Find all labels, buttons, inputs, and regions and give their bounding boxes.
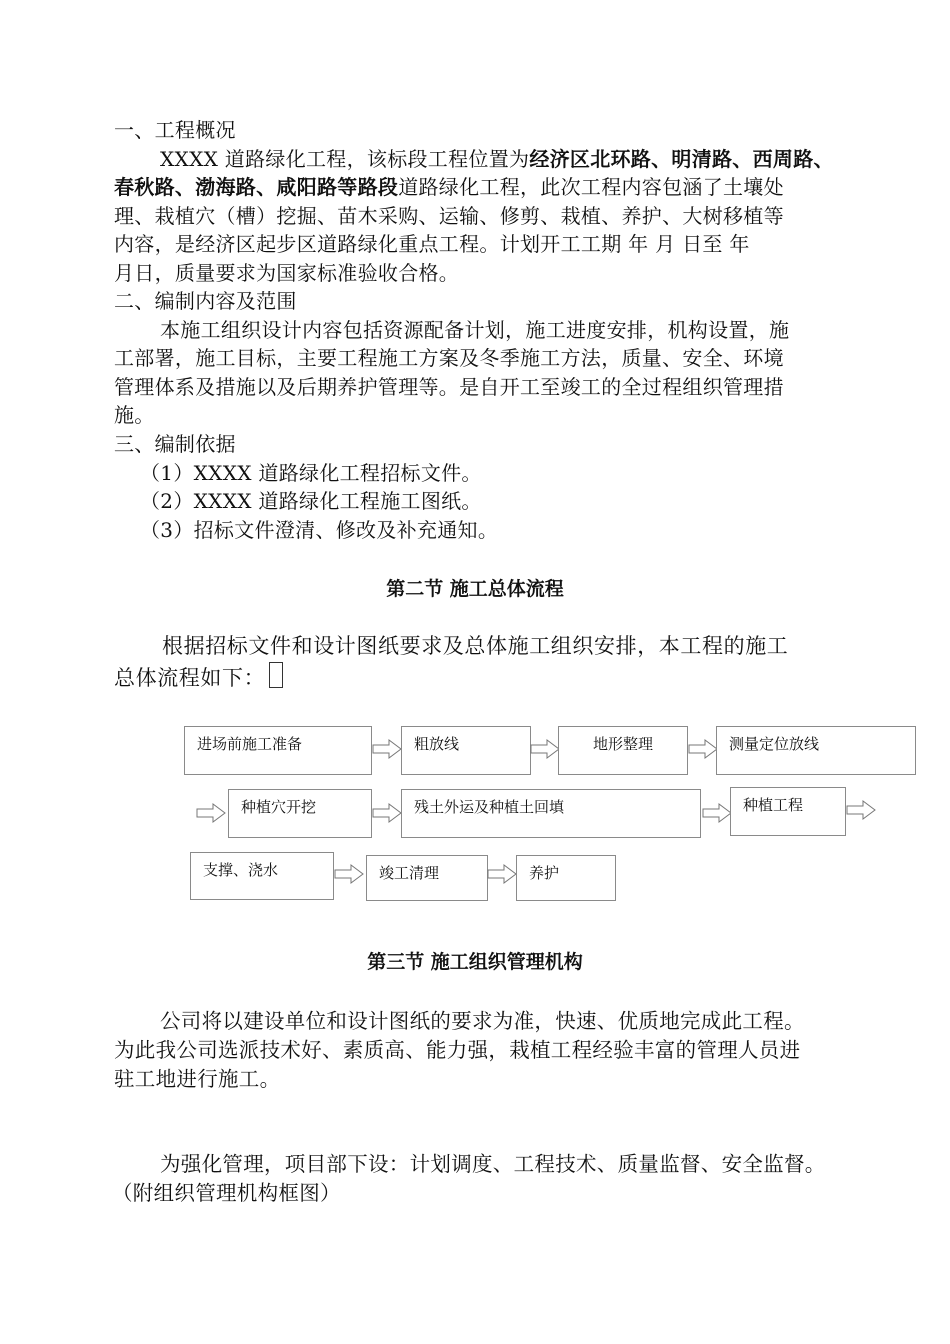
placeholder-glyph-icon xyxy=(269,662,283,688)
section-2-line-3: 管理体系及措施以及后期养护管理等。是自开工至竣工的全过程组织管理措 xyxy=(114,375,784,399)
flow-arrow-icon xyxy=(372,803,402,823)
basis-item-2: （2）XXXX 道路绿化工程施工图纸。 xyxy=(140,489,482,513)
flow-arrow-icon xyxy=(530,739,560,759)
part-3-para-1-line-1: 公司将以建设单位和设计图纸的要求为准，快速、优质地完成此工程。 xyxy=(160,1009,805,1033)
flow-arrow-icon xyxy=(702,803,732,823)
part-3-para-2-line-1: 为强化管理，项目部下设：计划调度、工程技术、质量监督、安全监督。 xyxy=(160,1152,826,1176)
flow-step-maintenance: 养护 xyxy=(516,855,616,901)
basis-item-3: （3）招标文件澄清、修改及补充通知。 xyxy=(140,518,499,542)
basis-item-1: （1）XXXX 道路绿化工程招标文件。 xyxy=(140,461,482,485)
flow-arrow-icon xyxy=(688,739,718,759)
part-3-para-1-line-3: 驻工地进行施工。 xyxy=(114,1067,281,1091)
flow-step-grading: 地形整理 xyxy=(558,726,688,775)
section-1-heading: 一、工程概况 xyxy=(114,118,236,142)
section-1-line-2: 春秋路、渤海路、咸阳路等路段道路绿化工程，此次工程内容包涵了土壤处 xyxy=(114,175,784,199)
flow-step-planting: 种植工程 xyxy=(730,787,846,836)
part-2-line-2: 总体流程如下： xyxy=(114,662,283,693)
section-2-line-4: 施。 xyxy=(114,403,155,427)
flow-step-support: 支撑、浇水 xyxy=(190,852,334,900)
section-1-line-3: 理、栽植穴（槽）挖掘、苗木采购、运输、修剪、栽植、养护、大树移植等 xyxy=(114,204,784,228)
part-3-para-2-line-2: （附组织管理机构框图） xyxy=(112,1181,341,1205)
section-1-line-5: 月日，质量要求为国家标准验收合格。 xyxy=(114,261,460,285)
flow-arrow-icon xyxy=(846,800,876,820)
section-2-line-2: 工部署，施工目标，主要工程施工方案及冬季施工方法，质量、安全、环境 xyxy=(114,346,784,370)
part-3-para-1-line-2: 为此我公司选派技术好、素质高、能力强，栽植工程经验丰富的管理人员进 xyxy=(114,1038,801,1062)
part-2-title: 第二节 施工总体流程 xyxy=(386,578,564,600)
flow-step-prep: 进场前施工准备 xyxy=(184,726,372,775)
flow-step-cleanup: 竣工清理 xyxy=(366,855,488,901)
flow-arrow-icon xyxy=(487,864,517,884)
part-2-line-1: 根据招标文件和设计图纸要求及总体施工组织安排，本工程的施工 xyxy=(162,634,789,658)
flow-step-rough-line: 粗放线 xyxy=(401,726,531,775)
section-2-line-1: 本施工组织设计内容包括资源配备计划，施工进度安排，机构设置，施 xyxy=(160,318,790,342)
flow-step-soil: 残土外运及种植土回填 xyxy=(401,789,701,838)
flow-arrow-icon xyxy=(196,803,226,823)
part-3-title: 第三节 施工组织管理机构 xyxy=(367,951,583,973)
section-3-heading: 三、编制依据 xyxy=(114,432,236,456)
flow-arrow-icon xyxy=(334,864,364,884)
section-1-line-4: 内容，是经济区起步区道路绿化重点工程。计划开工工期 年 月 日至 年 xyxy=(114,232,750,256)
flow-step-survey: 测量定位放线 xyxy=(716,726,916,775)
flow-step-digging: 种植穴开挖 xyxy=(228,789,372,838)
flow-arrow-icon xyxy=(372,739,402,759)
section-2-heading: 二、编制内容及范围 xyxy=(114,289,297,313)
section-1-line-1: XXXX 道路绿化工程，该标段工程位置为经济区北环路、明清路、西周路、 xyxy=(160,147,834,171)
